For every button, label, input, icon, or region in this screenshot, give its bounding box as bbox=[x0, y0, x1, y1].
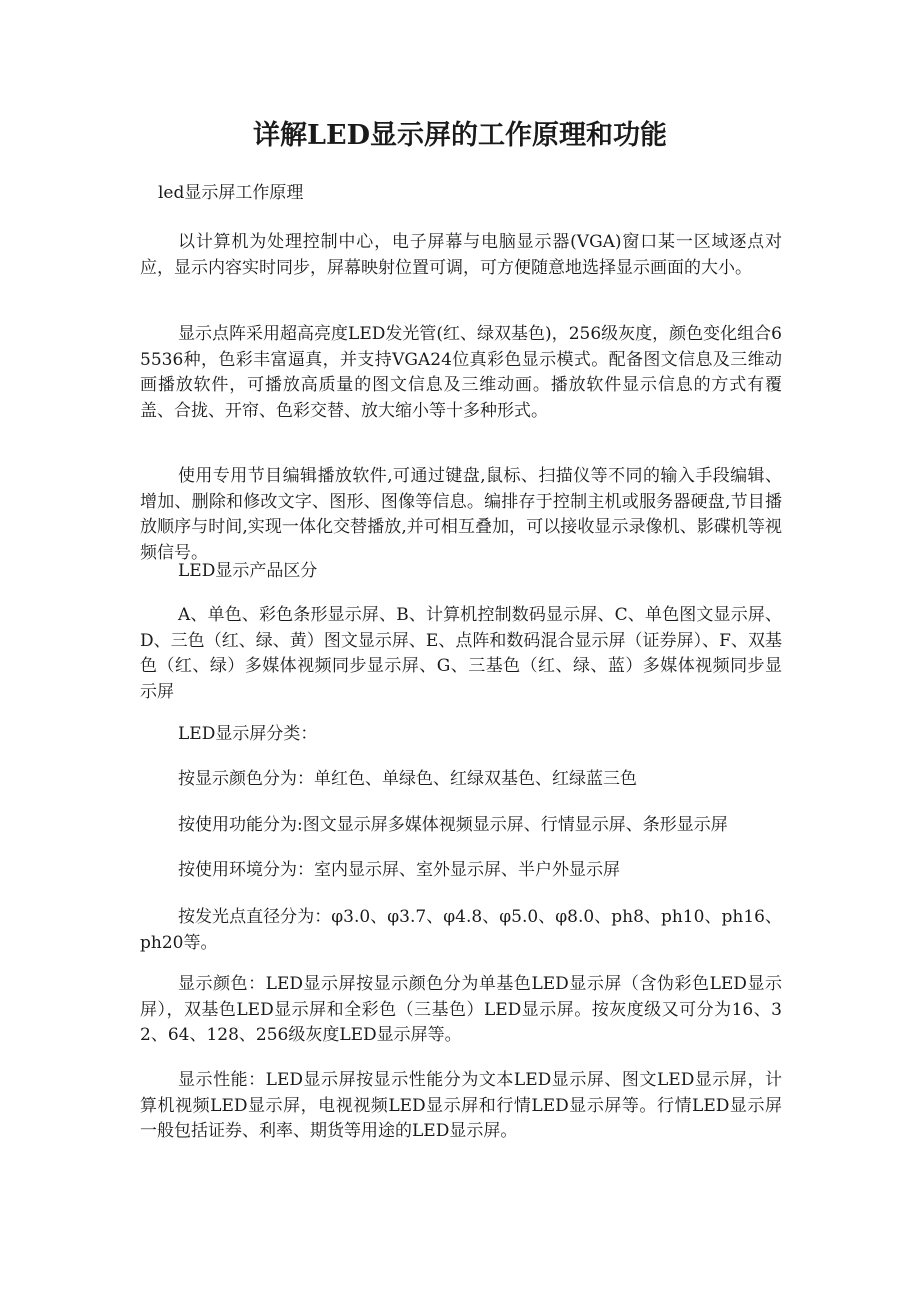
paragraph-product-types: A、单色、彩色条形显示屏、B、计算机控制数码显示屏、C、单色图文显示屏、D、三色（红、绿、黄）图文显示屏、E、点阵和数码混合显示屏（证券屏）、F、双基色（红、绿）多媒体视频同步显示屏、G、三基色（红、绿、蓝）多媒体视频同步显示屏 bbox=[140, 605, 782, 702]
paragraph-classification-heading: LED显示屏分类： bbox=[178, 724, 318, 744]
paragraph-principle-description: 以计算机为处理控制中心，电子屏幕与电脑显示器(VGA)窗口某一区域逐点对应，显示内容实时同步，屏幕映射位置可调，可方便随意地选择显示画面的大小。 bbox=[140, 232, 782, 278]
paragraph-by-environment: 按使用环境分为：室内显示屏、室外显示屏、半户外显示屏 bbox=[178, 860, 620, 880]
paragraph-display-performance: 显示性能：LED显示屏按显示性能分为文本LED显示屏、图文LED显示屏，计算机视频LED显示屏，电视视频LED显示屏和行情LED显示屏等。行情LED显示屏一般包括证券、利率、期货等用途的LED显示屏。 bbox=[140, 1070, 782, 1141]
paragraph-by-color: 按显示颜色分为：单红色、单绿色、红绿双基色、红绿蓝三色 bbox=[178, 769, 637, 789]
document-title: 详解LED显示屏的工作原理和功能 bbox=[253, 120, 667, 151]
paragraph-display-color: 显示颜色：LED显示屏按显示颜色分为单基色LED显示屏（含伪彩色LED显示屏），双基色LED显示屏和全彩色（三基色）LED显示屏。按灰度级又可分为16、32、64、128、256级灰度LED显示屏等。 bbox=[140, 974, 782, 1045]
paragraph-section-heading-principle: led显示屏工作原理 bbox=[158, 183, 304, 203]
paragraph-product-heading: LED显示产品区分 bbox=[178, 561, 318, 581]
paragraph-software: 使用专用节目编辑播放软件,可通过键盘,鼠标、扫描仪等不同的输入手段编辑、增加、删除和修改文字、图形、图像等信息。编排存于控制主机或服务器硬盘,节目播放顺序与时间,实现一体化交替播放,并可相互叠加，可以接收显示录像机、影碟机等视频信号。 bbox=[140, 466, 782, 563]
paragraph-by-pixel-diameter: 按发光点直径分为：φ3.0、φ3.7、φ4.8、φ5.0、φ8.0、ph8、ph10、ph16、ph20等。 bbox=[140, 907, 782, 953]
paragraph-dot-matrix: 显示点阵采用超高亮度LED发光管(红、绿双基色)，256级灰度，颜色变化组合65536种，色彩丰富逼真，并支持VGA24位真彩色显示模式。配备图文信息及三维动画播放软件，可播放高质量的图文信息及三维动画。播放软件显示信息的方式有覆盖、合拢、开帘、色彩交替、放大缩小等十多种形式。 bbox=[140, 324, 782, 421]
paragraph-by-function: 按使用功能分为:图文显示屏多媒体视频显示屏、行情显示屏、条形显示屏 bbox=[178, 815, 728, 835]
